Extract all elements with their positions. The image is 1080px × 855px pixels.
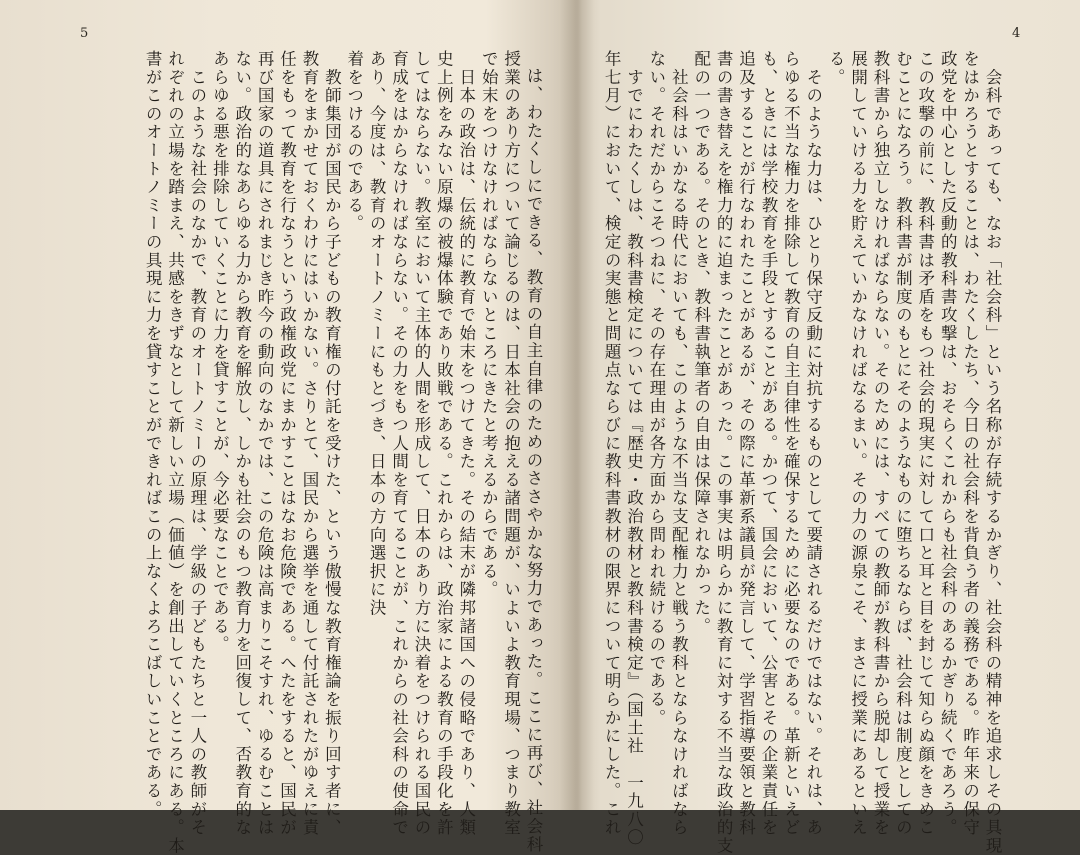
- text-line: この攻撃の前に、教科書は矛盾をもつ社会的現実に対して口と耳と目を封じて知らぬ顔をきめこ: [915, 50, 935, 837]
- text-line: あらゆる悪を排除していくことに力を貸すことが、今必要なことである。: [210, 50, 230, 654]
- text-line: 配の一つである。そのとき、教科書執筆者の自由は保障されなかった。: [691, 50, 711, 636]
- text-line: ない。政治的なあらゆる力から教育を解放し、しかも社会のもつ教育力を回復して、否教育的な: [232, 50, 252, 837]
- left-page-number: 5: [80, 26, 89, 41]
- text-line: は、わたくしにできる、教育の自主自律のためのささやかな努力であった。ここに再び、社会科: [524, 66, 543, 854]
- text-line: 教育をまかせておくわけにはいかない。さりとて、国民から選挙を通して付託されたがゆえに責: [299, 50, 319, 837]
- text-line: 授業のあり方について論じるのは、日本社会の抱える諸問題が、いよいよ教育現場、つまり教室: [501, 50, 521, 837]
- text-line: る。: [826, 50, 846, 87]
- text-line: 展開していける力を貯えていかなければなるまい。その力の源泉こそ、まさに授業にあるといえ: [848, 50, 868, 837]
- text-line: れぞれの立場を踏まえ、共感をきずなとして新しい立場（価値）を創出していくところにある。本: [165, 50, 185, 855]
- text-line: 史上例をみない原爆の被爆体験であり敗戦である。これからは、政治家による教育の手段化を許: [434, 50, 454, 837]
- text-line: 社会科はいかなる時代においても、このような不当な支配権力と戦う教科とならなければなら: [669, 50, 689, 837]
- text-line: 追及することが行なわれたことがあるが、その際に革新系議員が発言して、学習指導要領と教科: [736, 50, 756, 837]
- text-line: 日本の政治は、伝統的に教育で始末をつけてきた。その結末が隣邦諸国への侵略であり、人類: [456, 50, 476, 837]
- left-page-body: [74, 50, 544, 855]
- text-line: 育成をはからなければならない。その力をもつ人間を育てることが、これからの社会科の使命で: [389, 50, 409, 837]
- text-line: むことになろう。教科書が制度のもとにそのようなものに堕ちるならば、社会科は制度としての: [893, 50, 913, 837]
- right-page-number: 4: [1012, 26, 1021, 41]
- text-line: あり、今度は、教育のオートノミーにもとづき、日本の方向選択に決: [367, 50, 387, 618]
- text-line: 会科であっても、なお「社会科」という名称が存続するかぎり、社会科の精神を追求しその具現: [983, 50, 1002, 855]
- text-line: 書がこのオートノミーの具現に力を貸すことができればこの上なくよろこばしいことである。: [143, 50, 163, 819]
- text-line: をはかろうとすることは、わたくしたち、今日の社会科を背負う者の義務である。昨年来の保守: [960, 50, 980, 837]
- text-line: してはならない。教室において主体的人間を形成して、日本のあり方に決着をつけられる国民の: [411, 50, 431, 837]
- text-line: このような社会のなかで、教育のオートノミーの原理は、学級の子どもたちと一人の教師がそ: [187, 50, 207, 837]
- text-line: 年七月）において、検定の実態と問題点ならびに教科書教材の限界について明らかにした。これ: [602, 50, 622, 837]
- text-line: そのような力は、ひとり保守反動に対抗するものとして要請されるだけではない。それは、あ: [803, 50, 823, 837]
- text-line: 着をつけるのである。: [344, 50, 364, 233]
- text-line: 書の書き替えを権力的に迫まったことがあった。この事実は明らかに教育に対する不当な政治的支: [714, 50, 734, 855]
- text-line: 任をもって教育を行なうという政権政党にまかすことはなお危険である。へたをすると、国民が: [277, 50, 297, 837]
- text-line: ない。それだからこそつねに、その存在理由が各方面から問われ続けるのである。: [646, 50, 666, 728]
- text-line: 再び国家の道具にされまじき昨今の動向のなかでは、この危険は高まりこそすれ、ゆるむことは: [255, 50, 275, 837]
- text-line: すでにわたくしは、教科書検定については『歴史・政治教材と教科書検定』（国土社 一九八〇: [624, 50, 644, 847]
- text-line: 教師集団が国民から子どもの教育権の付託を受けた、という傲慢な教育権論を振り回す者に、: [322, 50, 342, 837]
- text-line: で始末をつけなければならないところにきたと考えるからである。: [479, 50, 499, 599]
- text-line: 政党を中心とした反動的教科書攻撃は、おそらくこれからも社会科のあるかぎり続くであろう。: [938, 50, 958, 837]
- text-line: も、ときには学校教育を手段とすることがある。かつて、国会において、公害とその企業責任を: [758, 50, 778, 837]
- text-line: らゆる不当な権力を排除して教育の自主自律性を確保するために必要なのである。革新といえど: [781, 50, 801, 837]
- right-page-body: [583, 50, 1003, 855]
- text-line: 教科書から独立しなければならない。そのためには、すべての教師が教科書から脱却して授業を: [870, 50, 890, 837]
